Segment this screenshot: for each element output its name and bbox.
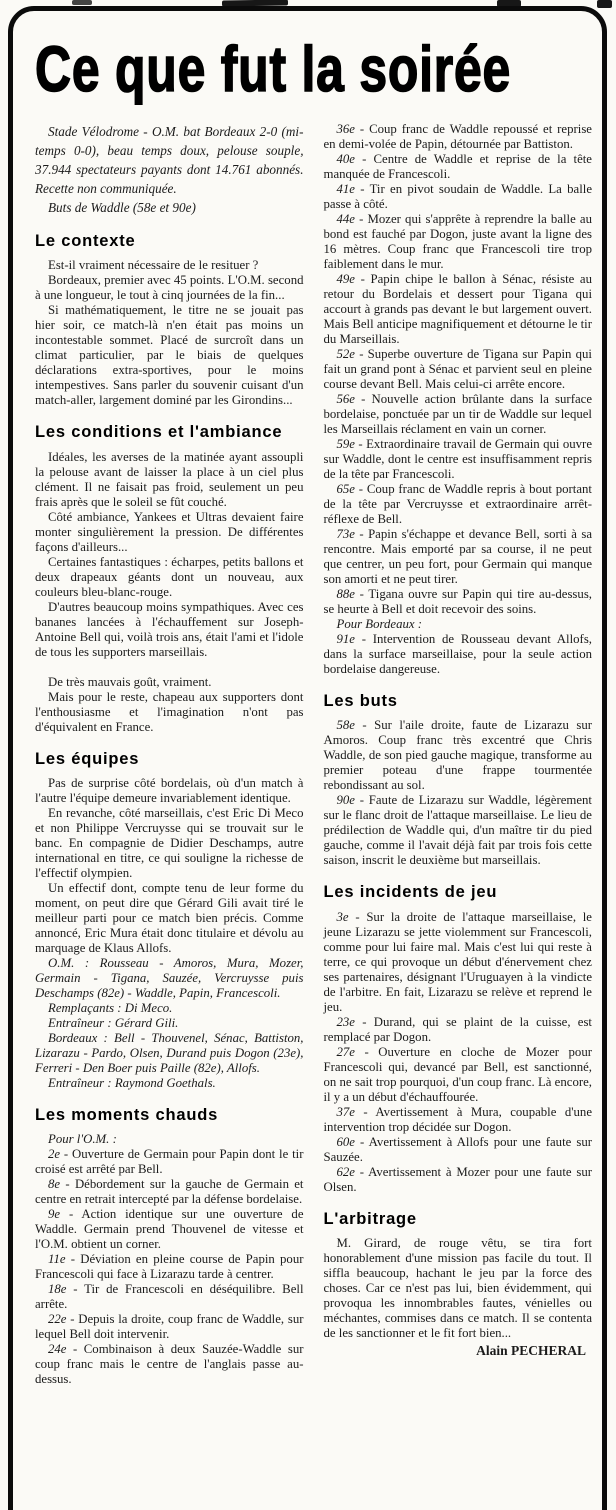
- event-separator: -: [354, 1134, 369, 1149]
- event-separator: -: [348, 909, 367, 924]
- match-event: [324, 1105, 593, 1135]
- paragraph: Pour Bordeaux :: [336, 617, 423, 632]
- minute-marker: 9e: [48, 1206, 61, 1221]
- event-separator: -: [354, 392, 372, 407]
- event-separator: -: [354, 272, 371, 287]
- event-separator: -: [354, 437, 367, 452]
- paragraph: Entraîneur : Raymond Goethals.: [48, 1075, 216, 1090]
- event-text: Ouverture en cloche de Mozer pour Francescoli qui, devancé par Bell, est sanctionné, on ne sait trop pourquoi, d'un coup franc. Là encore, il y a un début d'échauffourée.: [323, 1044, 592, 1104]
- author-signature: Alain PECHERAL: [476, 1342, 586, 1358]
- paragraph: Un effectif dont, compte tenu de leur forme du moment, on peut dire que Gérard Gili avait tiré le meilleur parti pour ce match bien précis. Comme annoncé, Eric Mura était donc titulaire et dévolu au marquage de Klaus Allofs.: [35, 880, 304, 955]
- minute-marker: 60e: [336, 1134, 355, 1149]
- section-heading: L'arbitrage: [323, 1209, 417, 1228]
- minute-marker: 90e: [336, 793, 355, 808]
- match-event: [324, 1045, 593, 1105]
- minute-marker: 18e: [48, 1281, 67, 1296]
- event-separator: -: [66, 1281, 85, 1296]
- minute-marker: 59e: [336, 437, 355, 452]
- event-text: Sur l'aile droite, faute de Lizarazu sur Amoros. Coup franc très excentré que Chris Waddle, de son pied gauche magique, transforme au premier poteau d'une frappe tourmentée rebondissant au sol.: [323, 718, 592, 793]
- scan-artifact: [597, 0, 612, 8]
- minute-marker: 52e: [336, 347, 355, 362]
- event-separator: -: [354, 587, 369, 602]
- minute-marker: 2e: [48, 1146, 61, 1161]
- event-text: Intervention de Rousseau devant Allofs, dans la surface marseillaise, pour la seule action bordelaise dangereuse.: [323, 632, 592, 677]
- match-event: [324, 1015, 593, 1045]
- minute-marker: 41e: [336, 182, 355, 197]
- paragraph: Idéales, les averses de la matinée ayant assoupli la pelouse avant de laisser la place à un ciel plus clément. Il ne faisait pas froid, seulement un peu frais après que le soleil se fût couché.: [35, 449, 304, 509]
- event-text: Tir en pivot soudain de Waddle. La balle passe à côté.: [323, 182, 592, 212]
- match-event: [324, 1165, 593, 1195]
- minute-marker: 58e: [336, 718, 355, 733]
- paragraph: D'autres beaucoup moins sympathiques. Avec ces bananes lancées à l'échauffement sur Joseph-Antoine Bell qui, voilà trois ans, était l'ami et l'idole de tous les supporters marseillais.: [35, 599, 304, 659]
- event-separator: -: [354, 122, 370, 137]
- event-separator: -: [66, 1311, 79, 1326]
- section-heading: Les moments chauds: [35, 1105, 219, 1124]
- minute-marker: 44e: [336, 212, 355, 227]
- event-text: Superbe ouverture de Tigana sur Papin qui fait un grand pont à Sénac et parvient seul en pleine course devant Bell. Mais celui-ci arrête encore.: [323, 347, 592, 392]
- event-separator: -: [354, 1044, 379, 1059]
- match-event: [324, 437, 593, 482]
- event-separator: -: [60, 1146, 73, 1161]
- match-event: [35, 1252, 304, 1282]
- minute-marker: 36e: [336, 122, 355, 137]
- match-event: [324, 632, 593, 677]
- event-text: Coup franc de Waddle repoussé et reprise en demi-volée de Papin, détournée par Battiston.: [323, 122, 592, 152]
- paragraph: M. Girard, de rouge vêtu, se tira fort honorablement d'une mission pas facile du tout. Il siffla beaucoup, hachant le jeu par la force des choses. Car ce n'est pas lui, bien évidemment, qui provoqua les innombrables fautes, vénielles ou méchantes, commises dans ce match. Il se contenta de les sanctionner et le fit fort bien...: [323, 1235, 592, 1340]
- event-text: Sur la droite de l'attaque marseillaise, le jeune Lizarazu se jette violemment sur Francescoli, comme pour lui faire mal. Mais c'est lui qui reste à terre, ce qui provoque un début d'énervement chez ses partenaires, désignant l'Uruguayen à la vindicte de l'arbitre. En fait, Lizarazu se relève et reprend le jeu.: [323, 909, 592, 1014]
- paragraph: Stade Vélodrome - O.M. bat Bordeaux 2-0 (mi-temps 0-0), beau temps doux, pelouse souple, 37.944 spectateurs payants dont 14.761 abonnés. Recette non communiquée.: [35, 124, 304, 197]
- match-event: [324, 587, 593, 617]
- match-event: [324, 527, 593, 587]
- article-columns: [35, 122, 592, 1387]
- minute-marker: 40e: [336, 152, 355, 167]
- match-event: [35, 1282, 304, 1312]
- event-text: Depuis la droite, coup franc de Waddle, sur lequel Bell doit intervenir.: [35, 1311, 304, 1341]
- minute-marker: 3e: [336, 909, 349, 924]
- event-separator: -: [354, 793, 369, 808]
- event-text: Action identique sur une ouverture de Waddle. Germain prend Thouvenel de vitesse et l'O.M. obtient un corner.: [35, 1206, 304, 1251]
- match-event: [324, 910, 593, 1015]
- event-separator: -: [354, 632, 373, 647]
- event-separator: -: [354, 212, 368, 227]
- minute-marker: 24e: [48, 1341, 67, 1356]
- event-text: Avertissement à Mura, coupable d'une intervention trop décidée sur Dogon.: [323, 1104, 592, 1134]
- paragraph: En revanche, côté marseillais, c'est Eric Di Meco et non Philippe Vercruysse qui se trouvait sur le banc. En compagnie de Didier Deschamps, autre international en titre, ce qui souligne la richesse de l'effectif olympien.: [35, 805, 304, 880]
- event-separator: -: [354, 152, 374, 167]
- event-text: Ouverture de Germain pour Papin dont le tir croisé est arrêté par Bell.: [35, 1146, 304, 1176]
- match-event: [324, 152, 593, 182]
- paragraph: Pour l'O.M. :: [48, 1131, 117, 1146]
- minute-marker: 88e: [336, 587, 355, 602]
- match-event: [35, 1177, 304, 1207]
- event-separator: -: [354, 347, 368, 362]
- paragraph: Est-il vraiment nécessaire de le resituer ?: [48, 258, 259, 273]
- match-event: [35, 1147, 304, 1177]
- article-title: Ce que fut la soirée: [35, 33, 512, 105]
- event-separator: -: [354, 1014, 374, 1029]
- event-text: Avertissement à Mozer pour une faute sur Olsen.: [323, 1164, 592, 1194]
- minute-marker: 49e: [336, 272, 355, 287]
- event-text: Débordement sur la gauche de Germain et centre en retrait intercepté par la défense bordelaise.: [35, 1176, 304, 1206]
- event-separator: -: [354, 182, 370, 197]
- event-separator: -: [66, 1341, 84, 1356]
- match-event: [35, 1342, 304, 1387]
- event-separator: -: [60, 1176, 75, 1191]
- event-text: Tigana ouvre sur Papin qui tire au-dessus, se heurte à Bell et doit recevoir des soins.: [323, 587, 592, 617]
- match-event: [324, 182, 593, 212]
- paragraph: De très mauvais goût, vraiment.: [48, 674, 212, 689]
- event-text: Papin chipe le ballon à Sénac, résiste au retour du Bordelais et dessert pour Tigana qui accourt à grands pas devant le but largement ouvert. Mais Bell anticipe magnifiquement et détourne le tir du Marseillais.: [323, 272, 592, 347]
- match-event: [324, 347, 593, 392]
- paragraph: Si mathématiquement, le titre ne se jouait pas hier soir, ce match-là n'en était pas moins un incontestable sommet. Placé de surcroît dans un climat particulier, par le biais de quelques déclarations extra-sportives, pour le moins intempestives. Sans parler du souvenir cuisant d'un match-aller, largement dominé par les Girondins...: [35, 303, 304, 408]
- paragraph: O.M. : Rousseau - Amoros, Mura, Mozer, Germain - Tigana, Sauzée, Vercruysse puis Deschamps (82e) - Waddle, Papin, Francescoli.: [35, 955, 304, 1000]
- minute-marker: 65e: [336, 482, 355, 497]
- event-text: Papin s'échappe et devance Bell, sorti à sa rencontre. Mais emporté par sa course, il ne peut que centrer, un peu fort, pour Germain qui manque son amorti et ne peut tirer.: [323, 527, 592, 587]
- paragraph: Pas de surprise côté bordelais, où d'un match à l'autre l'équipe demeure invariablement identique.: [35, 775, 304, 805]
- minute-marker: 56e: [336, 392, 355, 407]
- section-heading: Les équipes: [35, 749, 140, 768]
- event-text: Centre de Waddle et reprise de la tête manquée de Francescoli.: [323, 152, 592, 182]
- minute-marker: 23e: [336, 1014, 355, 1029]
- match-event: [324, 1135, 593, 1165]
- minute-marker: 73e: [336, 527, 355, 542]
- minute-marker: 91e: [336, 632, 355, 647]
- event-text: Nouvelle action brûlante dans la surface bordelaise, ponctuée par un tir de Waddle sur lequel les Marseillais réclament en vain un corner.: [323, 392, 592, 437]
- left-column: [35, 122, 304, 1387]
- paragraph: Mais pour le reste, chapeau aux supporters dont l'enthousiasme et l'imagination n'ont pas d'équivalent en France.: [35, 689, 304, 734]
- paragraph: Côté ambiance, Yankees et Ultras devaient faire monter singulièrement la pression. De différentes façons d'ailleurs...: [35, 509, 304, 554]
- event-text: Extraordinaire travail de Germain qui ouvre sur Waddle, dont le centre est insuffisamment repris de la tête par Francescoli.: [323, 437, 592, 482]
- event-text: Déviation en pleine course de Papin pour Francescoli qui face à Lizarazu tarde à centrer.: [35, 1251, 304, 1281]
- section-heading: Les buts: [323, 692, 398, 711]
- section-heading: Les conditions et l'ambiance: [35, 423, 283, 442]
- match-event: [324, 482, 593, 527]
- paragraph: Buts de Waddle (58e et 90e): [48, 200, 196, 216]
- event-text: Avertissement à Allofs pour une faute sur Sauzée.: [323, 1134, 592, 1164]
- match-event: [324, 122, 593, 152]
- match-event: [35, 1312, 304, 1342]
- paragraph: Bordeaux, premier avec 45 points. L'O.M. second à une longueur, le tout à cinq journées de la fin...: [35, 273, 304, 303]
- match-event: [324, 212, 593, 272]
- minute-marker: 8e: [48, 1176, 61, 1191]
- event-text: Tir de Francescoli en déséquilibre. Bell arrête.: [35, 1281, 304, 1311]
- article-border: [8, 6, 607, 1510]
- right-column: [324, 122, 593, 1358]
- event-text: Faute de Lizarazu sur Waddle, légèrement sur le flanc droit de l'attaque marseillaise. Le lieu de prédilection de Waddle qui, d'un maître tir du pied gauche, comme il l'avait déjà fait par trois fois cette saison, inscrit le deuxième but marseillais.: [323, 793, 592, 868]
- event-separator: -: [354, 1164, 369, 1179]
- minute-marker: 27e: [336, 1044, 355, 1059]
- event-separator: -: [354, 1104, 376, 1119]
- minute-marker: 11e: [48, 1251, 66, 1266]
- match-event: [324, 793, 593, 868]
- paragraph: Entraîneur : Gérard Gili.: [48, 1015, 179, 1030]
- event-text: Durand, qui se plaint de la cuisse, est remplacé par Dogon.: [323, 1014, 592, 1044]
- minute-marker: 37e: [336, 1104, 355, 1119]
- event-text: Mozer qui s'apprête à reprendre la balle au bond est fauché par Dogon, juste avant la ligne des 16 mètres. Coup franc que Francescoli tire trop faiblement dans le mur.: [323, 212, 592, 272]
- event-separator: -: [354, 482, 367, 497]
- event-separator: -: [354, 718, 375, 733]
- paragraph-gap: [35, 660, 304, 675]
- scan-artifact: [72, 0, 92, 5]
- match-event: [324, 272, 593, 347]
- event-text: Coup franc de Waddle repris à bout portant de la tête par Vercruysse et extraordinaire arrêt-réflexe de Bell.: [323, 482, 592, 527]
- match-event: [324, 718, 593, 793]
- section-heading: Le contexte: [35, 232, 136, 251]
- event-text: Combinaison à deux Sauzée-Waddle sur coup franc mais le centre de l'anglais passe au-dessus.: [35, 1341, 304, 1386]
- paragraph: Certaines fantastiques : écharpes, petits ballons et deux drapeaux géants dont un nouveau, aux couleurs bleu-blanc-rouge.: [35, 554, 304, 599]
- minute-marker: 22e: [48, 1311, 67, 1326]
- minute-marker: 62e: [336, 1164, 355, 1179]
- paragraph: Bordeaux : Bell - Thouvenel, Sénac, Battiston, Lizarazu - Pardo, Olsen, Durand puis Dogon (23e), Ferreri - Den Boer puis Paille (82e), Allofs.: [35, 1030, 304, 1075]
- event-separator: -: [60, 1206, 82, 1221]
- section-heading: Les incidents de jeu: [323, 883, 498, 902]
- event-separator: -: [65, 1251, 81, 1266]
- match-event: [35, 1207, 304, 1252]
- event-separator: -: [354, 527, 369, 542]
- match-event: [324, 392, 593, 437]
- paragraph: Remplaçants : Di Meco.: [48, 1000, 173, 1015]
